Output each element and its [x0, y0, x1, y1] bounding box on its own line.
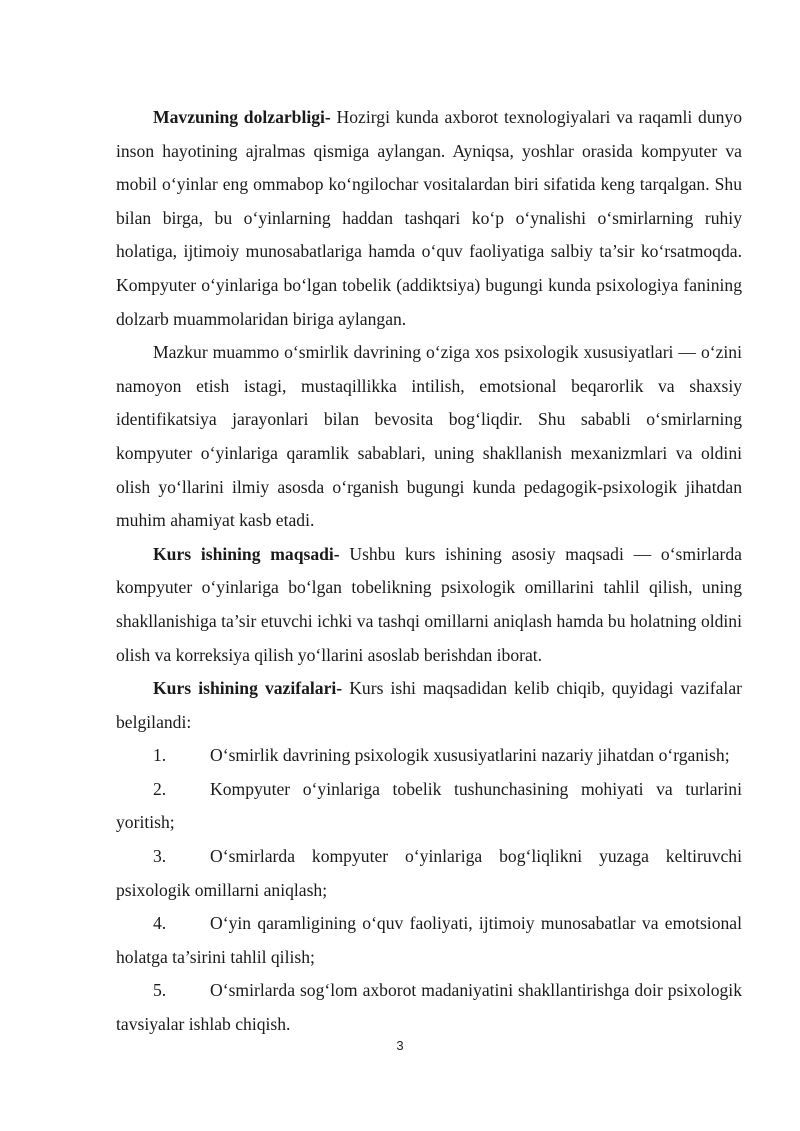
task-text: Kompyuter o‘yinlariga tobelik tushunchasining mohiyati va turlarini yoritish; [116, 778, 742, 833]
task-item [116, 840, 742, 907]
relevance-text: Hozirgi kunda axborot texnologiyalari va raqamli dunyo inson hayotining ajralmas qismiga aylangan. Ayniqsa, yoshlar orasida kompyuter va mobil o‘yinlar eng ommabop ko‘ngilochar vositalardan biri sifatida keng tarqalgan. Shu bilan birga, bu o‘yinlarning haddan tashqari ko‘p o‘ynalishi o‘smirlarning ruhiy holatiga, ijtimoiy munosabatlariga hamda o‘quv faoliyatiga salbiy ta’sir ko‘rsatmoqda. Kompyuter o‘yinlariga bo‘lgan tobelik (addiktsiya) bugungi kunda psixologiya fanining dolzarb muammolaridan biriga aylangan. [116, 107, 743, 329]
paragraph-relevance [116, 101, 742, 336]
task-text: O‘yin qaramligining o‘quv faoliyati, ijtimoiy munosabatlar va emotsional holatga ta’sirini tahlil qilish; [116, 913, 742, 967]
task-item [116, 974, 742, 1041]
task-item [116, 907, 742, 974]
paragraph-tasks [116, 672, 742, 739]
task-number: 5. [153, 980, 167, 1001]
document-page [116, 101, 742, 1042]
tasks-heading: Kurs ishining vazifalari- [153, 678, 343, 699]
task-item [116, 773, 742, 840]
relevance-heading: Mavzuning dolzarbligi- [153, 107, 331, 127]
goal-text: Ushbu kurs ishining asosiy maqsadi — o‘smirlarda kompyuter o‘yinlariga bo‘lgan tobelikning psixologik omillarini tahlil qilish, uning shakllanishiga ta’sir etuvchi ichki va tashqi omillarni aniqlash hamda bu holatning oldini olish va korreksiya qilish yo‘llarini asoslab berishdan iborat. [116, 543, 742, 665]
paragraph-problem [116, 336, 742, 538]
paragraph-goal [116, 538, 742, 672]
task-text: O‘smirlik davrining psixologik xususiyatlarini nazariy jihatdan o‘rganish; [210, 745, 730, 766]
task-number: 3. [153, 846, 167, 867]
task-text: O‘smirlarda kompyuter o‘yinlariga bog‘liqlikni yuzaga keltiruvchi psixologik omillarni aniqlash; [116, 846, 742, 900]
page-number: 3 [396, 1038, 404, 1053]
task-number: 2. [153, 778, 167, 799]
problem-text: Mazkur muammo o‘smirlik davrining o‘ziga xos psixologik xususiyatlari — o‘zini namoyon etish istagi, mustaqillikka intilish, emotsional beqarorlik va shaxsiy identifikatsiya jarayonlari bilan bevosita bog‘liqdir. Shu sababli o‘smirlarning kompyuter o‘yinlariga qaramlik sabablari, uning shakllanish mexanizmlari va oldini olish yo‘llarini ilmiy asosda o‘rganish bugungi kunda pedagogik-psixologik jihatdan muhim ahamiyat kasb etadi. [116, 342, 742, 531]
task-number: 1. [153, 745, 167, 766]
task-text: O‘smirlarda sog‘lom axborot madaniyatini shakllantirishga doir psixologik tavsiyalar ishlab chiqish. [116, 980, 742, 1035]
task-number: 4. [153, 913, 167, 934]
goal-heading: Kurs ishining maqsadi- [153, 543, 340, 564]
task-item [116, 739, 742, 773]
tasks-intro-text: Kurs ishi maqsadidan kelib chiqib, quyidagi vazifalar belgilandi: [116, 678, 742, 732]
